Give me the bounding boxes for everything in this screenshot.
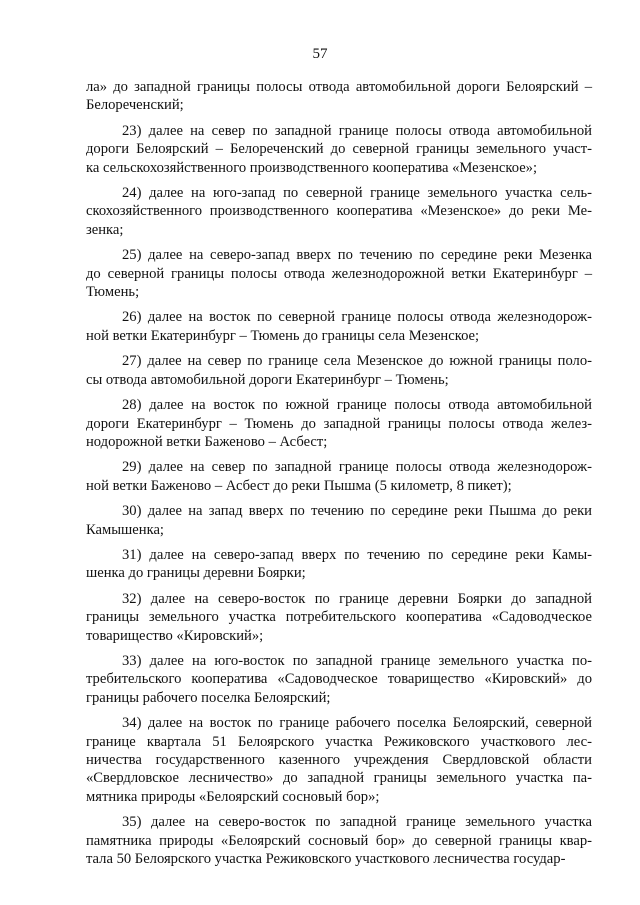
- text-line: 24) далее на юго-запад по северной границе земельного участка сель-: [122, 185, 592, 202]
- paragraph: [86, 714, 592, 806]
- text-line: 33) далее на юго-восток по западной границе земельного участка по-: [122, 652, 592, 669]
- text-line: Тюмень;: [86, 284, 140, 301]
- paragraph: [86, 184, 592, 239]
- text-line: 34) далее на восток по границе рабочего поселка Белоярский, северной: [122, 715, 592, 732]
- text-line: ной ветки Екатеринбург – Тюмень до границы села Мезенское;: [86, 327, 480, 344]
- text-line: шенка до границы деревни Боярки;: [86, 565, 306, 582]
- text-line: ной ветки Баженово – Асбест до реки Пышма (5 километр, 8 пикет);: [86, 477, 512, 494]
- text-line: до северной границы полосы отвода железнодорожной ветки Екатеринбург –: [86, 265, 592, 282]
- paragraph: [86, 122, 592, 177]
- text-line: мятника природы «Белоярский сосновый бор»;: [86, 788, 380, 805]
- paragraph: [86, 813, 592, 868]
- text-line: тала 50 Белоярского участка Режиковского участкового лесничества государ-: [86, 851, 566, 868]
- text-line: ничества государственного казенного учреждения Свердловской области: [86, 752, 592, 768]
- text-line: дороги Екатеринбург – Тюмень до западной границы полосы отвода желез-: [86, 415, 592, 432]
- text-line: границе квартала 51 Белоярского участка Режиковского участкового лес-: [86, 733, 592, 750]
- text-line: скохозяйственного производственного кооператива «Мезенское» до реки Ме-: [86, 203, 592, 220]
- text-line: ла» до западной границы полосы отвода автомобильной дороги Белоярский –: [86, 79, 592, 95]
- paragraph: [86, 458, 592, 495]
- text-line: 26) далее на восток по северной границе полосы отвода железнодорож-: [122, 309, 592, 326]
- text-line: ка сельскохозяйственного производственного кооператива «Мезенское»;: [86, 159, 538, 176]
- paragraph: [86, 396, 592, 451]
- text-line: сы отвода автомобильной дороги Екатеринбург – Тюмень;: [86, 371, 449, 388]
- document-body: [86, 78, 592, 875]
- paragraph: [86, 546, 592, 583]
- text-line: 23) далее на север по западной границе полосы отвода автомобильной: [122, 122, 592, 139]
- text-line: границы земельного участка потребительского кооператива «Садоводческое: [86, 609, 592, 626]
- text-line: 29) далее на север по западной границе полосы отвода железнодорож-: [122, 459, 592, 476]
- text-line: 25) далее на северо-запад вверх по течению по середине реки Мезенка: [122, 247, 592, 264]
- text-line: Камышенка;: [86, 521, 164, 538]
- text-line: зенка;: [86, 221, 124, 238]
- text-line: 32) далее на северо-восток по границе деревни Боярки до западной: [122, 590, 592, 607]
- paragraph: [86, 246, 592, 301]
- text-line: нодорожной ветки Баженово – Асбест;: [86, 433, 328, 450]
- paragraph: [86, 78, 592, 115]
- text-line: 31) далее на северо-запад вверх по течению по середине реки Камы-: [122, 546, 592, 563]
- paragraph: [86, 652, 592, 707]
- paragraph: [86, 308, 592, 345]
- text-line: 28) далее на восток по южной границе полосы отвода автомобильной: [122, 397, 592, 414]
- text-line: требительского кооператива «Садоводческое товарищество «Кировский» до: [86, 671, 592, 688]
- text-line: границы рабочего поселка Белоярский;: [86, 689, 331, 706]
- paragraph: [86, 352, 592, 389]
- text-line: «Свердловское лесничество» до западной границы земельного участка па-: [86, 770, 592, 787]
- text-line: товарищество «Кировский»;: [86, 627, 264, 644]
- text-line: Белореченский;: [86, 97, 184, 114]
- paragraph: [86, 590, 592, 645]
- text-line: дороги Белоярский – Белореченский до северной границы земельного участ-: [86, 141, 592, 158]
- text-line: 35) далее на северо-восток по западной границе земельного участка: [122, 814, 592, 831]
- page-number: 57: [312, 46, 328, 62]
- text-line: 27) далее на север по границе села Мезенское до южной границы поло-: [122, 353, 592, 370]
- paragraph: [86, 502, 592, 539]
- text-line: памятника природы «Белоярский сосновый бор» до северной границы квар-: [86, 832, 592, 849]
- text-line: 30) далее на запад вверх по течению по середине реки Пышма до реки: [122, 503, 592, 520]
